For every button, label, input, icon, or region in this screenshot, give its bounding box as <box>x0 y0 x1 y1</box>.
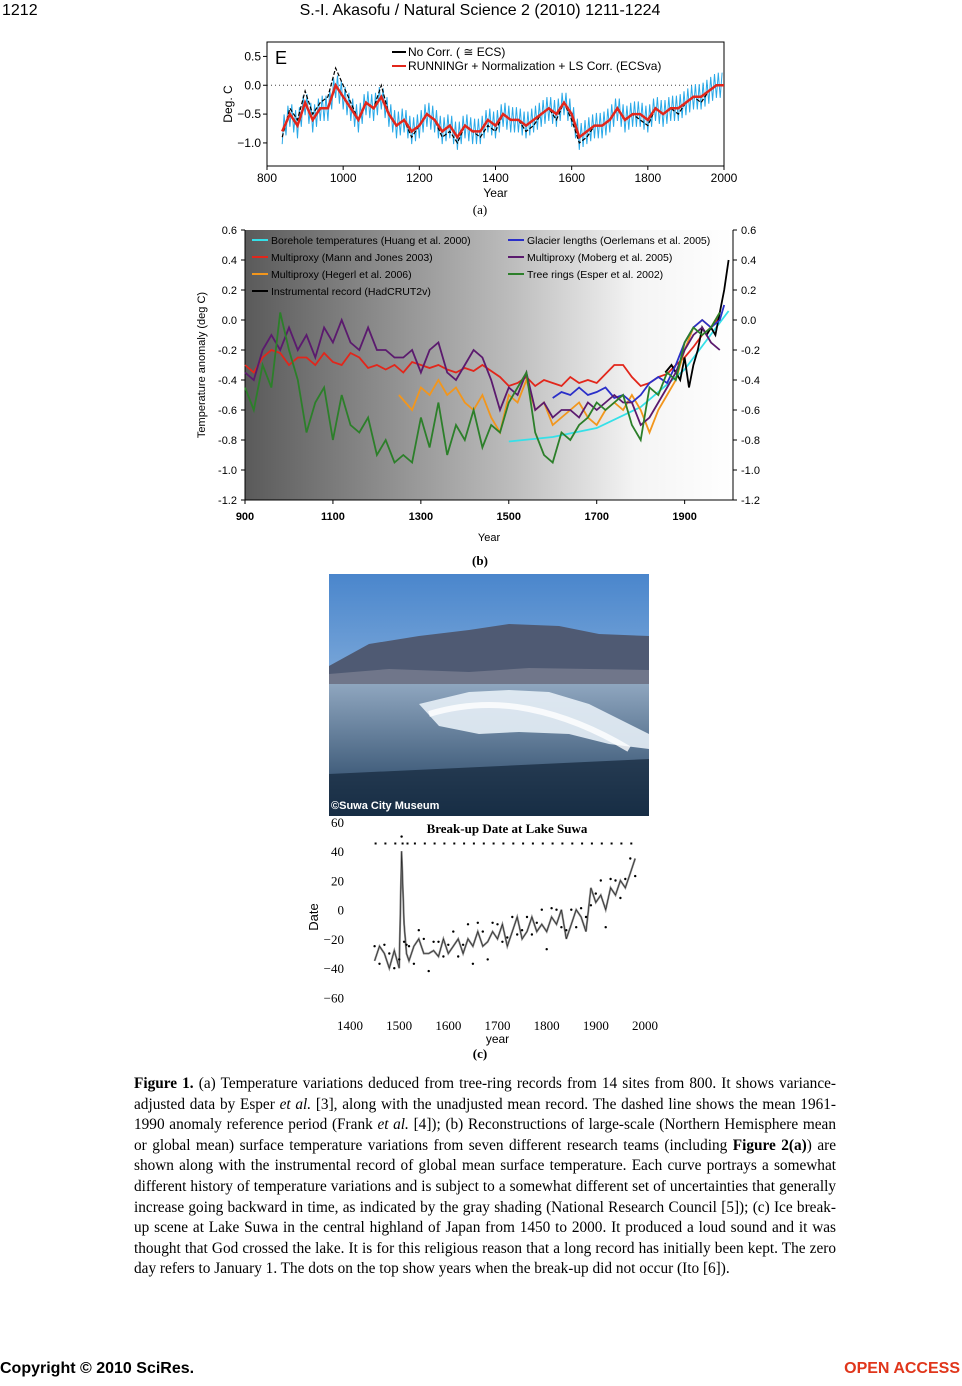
data-point <box>590 904 592 906</box>
y-tick-label: −1.0 <box>237 135 261 150</box>
x-tick-label: 1400 <box>337 1018 363 1033</box>
legend-label: Multiproxy (Hegerl et al. 2006) <box>271 269 412 281</box>
y-axis-label: Date <box>306 903 321 931</box>
data-point <box>506 936 508 938</box>
data-point <box>383 944 385 946</box>
y-tick-label: −40 <box>323 961 344 977</box>
data-point <box>550 907 552 909</box>
copyright: Copyright © 2010 SciRes. <box>0 1360 195 1377</box>
y-tick-label-left: -0.4 <box>218 375 237 387</box>
data-point <box>541 909 543 911</box>
x-axis-label: Year <box>483 186 508 200</box>
panel-label-a: (a) <box>472 202 488 217</box>
x-tick-label: 1800 <box>533 1018 560 1033</box>
y-tick-label-left: 0.0 <box>221 315 237 327</box>
no-breakup-dot <box>473 843 475 845</box>
y-tick-label-right: 0.2 <box>741 285 757 297</box>
y-tick-label-left: 0.2 <box>221 285 237 297</box>
data-point <box>393 967 395 969</box>
x-tick-label: 1700 <box>584 511 609 523</box>
chart-title: Break-up Date at Lake Suwa <box>426 821 588 836</box>
no-breakup-dot <box>463 843 465 845</box>
data-point <box>536 922 538 924</box>
y-tick-label: 0.0 <box>244 78 261 93</box>
data-point <box>609 878 611 880</box>
legend-label: Multiproxy (Moberg et al. 2005) <box>527 252 673 264</box>
data-point <box>482 930 484 932</box>
data-point <box>496 923 498 925</box>
data-point <box>511 916 513 918</box>
data-point <box>516 933 518 935</box>
no-breakup-dot <box>443 843 445 845</box>
data-point <box>467 923 469 925</box>
x-tick-label: 900 <box>235 511 255 523</box>
data-point <box>472 963 474 965</box>
no-breakup-dot <box>552 843 554 845</box>
no-breakup-dot <box>402 843 404 845</box>
open-access: OPEN ACCESS <box>844 1360 960 1377</box>
y-tick-label: −60 <box>323 990 344 1006</box>
figure-caption <box>134 1074 836 1280</box>
no-breakup-dot <box>434 843 436 845</box>
no-breakup-dot <box>630 843 632 845</box>
x-tick-label: 1200 <box>405 171 433 185</box>
figure-caption-label: Figure 1. <box>134 1075 194 1092</box>
chart-c <box>0 816 962 1046</box>
data-point <box>403 941 405 943</box>
no-breakup-dot <box>542 843 544 845</box>
caption-segment: [4]); (b) Reconstructions of large-scale (Northern Hemisphere mean or global mean) surface temperature variations from seven different research teams (including <box>134 1116 836 1154</box>
data-point <box>413 963 415 965</box>
data-point <box>447 944 449 946</box>
data-point <box>462 944 464 946</box>
data-point <box>570 909 572 911</box>
x-tick-label: 1600 <box>435 1018 462 1033</box>
legend-label: Borehole temperatures (Huang et al. 2000) <box>271 235 471 247</box>
y-tick-label-left: -1.0 <box>218 465 237 477</box>
data-point <box>531 933 533 935</box>
legend-label: No Corr. ( ≅ ECS) <box>408 45 506 59</box>
legend-label: Multiproxy (Mann and Jones 2003) <box>271 252 433 264</box>
x-tick-label: 1900 <box>672 511 697 523</box>
x-tick-label: 1600 <box>558 171 586 185</box>
y-tick-label-right: -0.8 <box>741 435 760 447</box>
y-tick-label-right: -0.4 <box>741 375 760 387</box>
y-tick-label-right: -0.2 <box>741 345 760 357</box>
no-breakup-dot <box>601 843 603 845</box>
data-point <box>388 952 390 954</box>
no-breakup-dot <box>620 843 622 845</box>
y-tick-label: 40 <box>331 844 344 860</box>
y-tick-label-right: -1.2 <box>741 495 760 507</box>
y-tick-label-right: 0.0 <box>741 315 757 327</box>
legend-label: Instrumental record (HadCRUT2v) <box>271 286 431 298</box>
caption-segment: et al. <box>279 1095 312 1113</box>
data-point <box>526 916 528 918</box>
data-point <box>418 929 420 931</box>
x-tick-label: 1000 <box>329 171 357 185</box>
chart-b <box>0 210 962 570</box>
no-breakup-dot <box>522 843 524 845</box>
no-breakup-dot <box>407 843 409 845</box>
no-breakup-dot <box>611 843 613 845</box>
x-tick-label: 1700 <box>484 1018 511 1033</box>
data-point <box>619 897 621 899</box>
data-point <box>521 929 523 931</box>
x-axis-label: Year <box>477 532 501 544</box>
data-point <box>437 941 439 943</box>
data-point <box>405 944 407 946</box>
no-breakup-dot <box>384 843 386 845</box>
data-point <box>624 878 626 880</box>
data-point <box>614 879 616 881</box>
running-mean-outline <box>375 851 636 968</box>
photo-credit: ©Suwa City Museum <box>331 800 440 812</box>
panel-label-c: (c) <box>472 1046 488 1061</box>
data-point <box>565 929 567 931</box>
no-breakup-dot <box>502 843 504 845</box>
y-tick-label-right: -0.6 <box>741 405 760 417</box>
caption-segment: (a) Temperature variations deduced from tree-ring records from 14 sites from 800. It shows variance-adjusted data by Esper <box>134 1075 836 1113</box>
figure-caption-text <box>134 1075 836 1277</box>
no-breakup-dot <box>453 843 455 845</box>
y-tick-label: 60 <box>331 816 344 830</box>
data-point <box>373 945 375 947</box>
legend-label: Glacier lengths (Oerlemans et al. 2005) <box>527 235 711 247</box>
data-point <box>634 875 636 877</box>
lake-suwa-photo <box>329 574 649 816</box>
data-point <box>378 963 380 965</box>
y-tick-label-right: 0.4 <box>741 255 757 267</box>
running-mean-line <box>375 851 636 968</box>
no-breakup-dot <box>591 843 593 845</box>
data-point <box>491 922 493 924</box>
no-breakup-dot <box>561 843 563 845</box>
chart-a <box>0 0 962 210</box>
data-point <box>560 926 562 928</box>
data-point <box>605 926 607 928</box>
y-tick-label-left: -0.6 <box>218 405 237 417</box>
data-point <box>546 948 548 950</box>
data-point <box>600 879 602 881</box>
x-tick-label: 1300 <box>408 511 434 523</box>
data-point <box>477 922 479 924</box>
x-tick-label: 1900 <box>582 1018 609 1033</box>
y-tick-label-left: 0.4 <box>221 255 237 267</box>
x-tick-label: 1100 <box>320 511 345 523</box>
no-breakup-dot <box>375 843 377 845</box>
x-tick-label: 1500 <box>496 511 522 523</box>
data-point <box>457 955 459 957</box>
y-tick-label-right: -1.0 <box>741 465 760 477</box>
data-point <box>442 955 444 957</box>
legend-label: RUNNINGr + Normalization + LS Corr. (ECSva) <box>408 59 662 73</box>
y-tick-label-left: -0.8 <box>218 435 237 447</box>
running-title: S.-I. Akasofu / Natural Science 2 (2010) 1211-1224 <box>299 2 661 19</box>
no-breakup-dot <box>581 843 583 845</box>
x-tick-label: 1500 <box>386 1018 413 1033</box>
no-breakup-dot <box>512 843 514 845</box>
y-tick-label: 0.5 <box>244 49 261 64</box>
panel-letter: E <box>275 48 288 68</box>
panel-label-b: (b) <box>472 553 488 568</box>
no-breakup-dot <box>532 843 534 845</box>
y-tick-label-left: 0.6 <box>221 225 237 237</box>
x-tick-label: 1400 <box>482 171 509 185</box>
data-point <box>428 970 430 972</box>
no-breakup-dot <box>571 843 573 845</box>
y-tick-label-right: 0.6 <box>741 225 757 237</box>
y-tick-label-left: -0.2 <box>218 345 237 357</box>
y-axis-label: Deg. C <box>221 85 235 123</box>
data-point <box>398 958 400 960</box>
no-breakup-dot <box>424 843 426 845</box>
legend-label: Tree rings (Esper et al. 2002) <box>527 269 664 281</box>
x-tick-label: 1800 <box>634 171 662 185</box>
y-tick-label: 20 <box>331 873 344 889</box>
data-point <box>595 892 597 894</box>
page-number: 1212 <box>2 2 38 19</box>
data-point <box>487 958 489 960</box>
data-point <box>423 938 425 940</box>
data-point <box>408 945 410 947</box>
caption-segment: et al. <box>377 1116 409 1134</box>
data-point <box>575 926 577 928</box>
data-point <box>580 907 582 909</box>
y-axis-label: Temperature anomaly (deg C) <box>196 291 208 439</box>
data-point <box>555 909 557 911</box>
no-breakup-dot <box>483 843 485 845</box>
y-tick-label: −0.5 <box>237 107 261 122</box>
x-tick-label: 2000 <box>632 1018 658 1033</box>
y-tick-label: 0 <box>337 902 344 918</box>
data-point <box>629 857 631 859</box>
no-breakup-dot <box>394 843 396 845</box>
x-tick-label: 2000 <box>710 171 738 185</box>
data-point <box>585 916 587 918</box>
data-point <box>432 941 434 943</box>
no-breakup-dot <box>414 843 416 845</box>
caption-segment: [3], along with the unadjusted mean record. The dashed line shows the mean 1961-1990 anomaly reference period (Frank <box>134 1095 836 1134</box>
no-breakup-dot <box>493 843 495 845</box>
data-point <box>501 941 503 943</box>
caption-segment: Figure 2(a) <box>732 1136 807 1154</box>
data-point <box>452 930 454 932</box>
data-point <box>400 835 402 837</box>
y-tick-label-left: -1.2 <box>218 495 237 507</box>
x-axis-label: year <box>485 1032 510 1046</box>
x-tick-label: 800 <box>256 171 278 185</box>
caption-segment: ) are shown along with the instrumental record of global mean surface temperature. Each curve portrays a somewhat different history of temperature variations and is subject to a somewhat different set of uncertainties that generally increase going backward in time, as indicated by the gray shading (National Research Council [5]); (c) Ice break-up scene at Lake Suwa in the central highland of Japan from 1450 to 2000. It produced a loud sound and it was thought that God crossed the lake. It is for this religious reason that a long record has initially been kept. The zero day refers to January 1. The dots on the top show years when the break-up did not occur (Ito [6]). <box>134 1136 836 1278</box>
y-tick-label: −20 <box>323 931 344 947</box>
